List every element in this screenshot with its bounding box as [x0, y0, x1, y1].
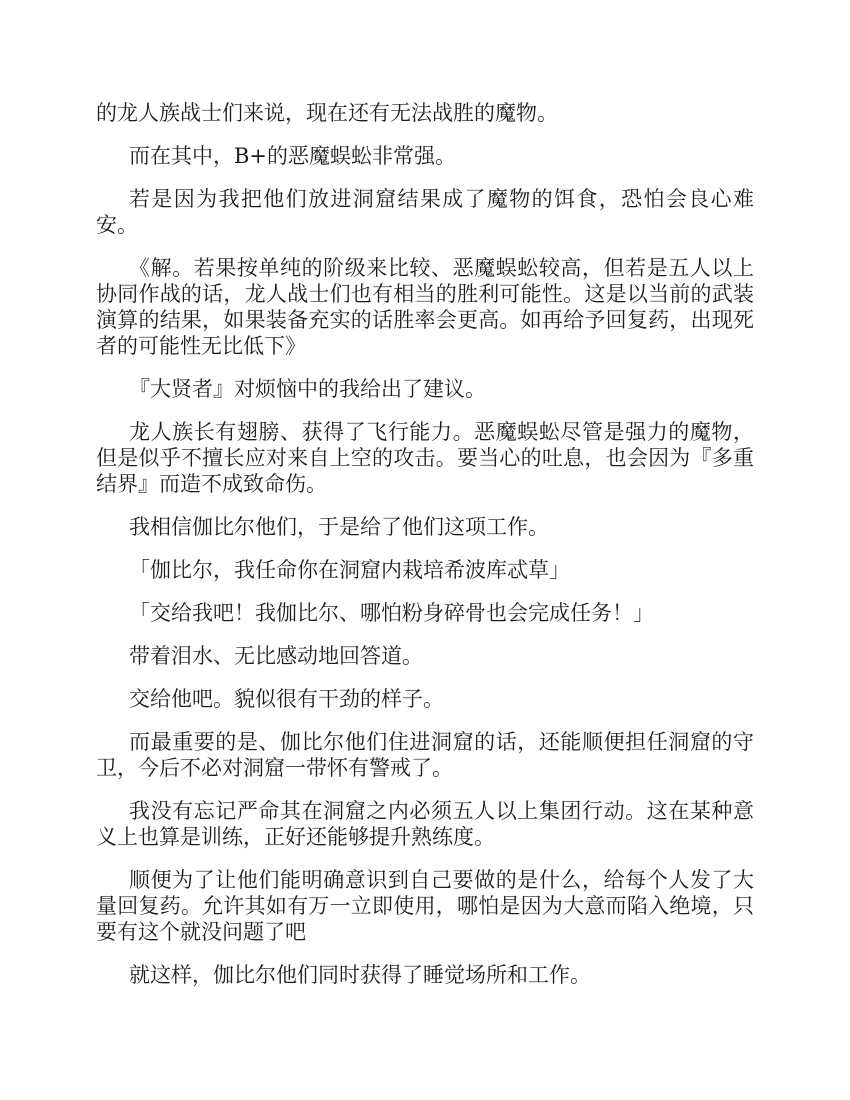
paragraph: 交给他吧。貌似很有干劲的样子。: [129, 687, 444, 711]
paragraph: 我没有忘记严命其在洞窟之内必须五人以上集团行动。这在某种意义上也算是训练，正好还能够提升熟练度。: [96, 799, 754, 849]
paragraph: 「伽比尔，我任命你在洞窟内栽培希波库忒草」: [129, 558, 570, 582]
paragraph: 若是因为我把他们放进洞窟结果成了魔物的饵食，恐怕会良心难安。: [96, 187, 754, 237]
paragraph: 顺便为了让他们能明确意识到自己要做的是什么，给每个人发了大量回复药。允许其如有万一立即使用，哪怕是因为大意而陷入绝境，只要有这个就没问题了吧: [96, 868, 754, 944]
text-content: [96, 100, 754, 1005]
paragraph: 龙人族长有翅膀、获得了飞行能力。恶魔蜈蚣尽管是强力的魔物，但是似乎不擅长应对来自上空的攻击。要当心的吐息，也会因为『多重结界』而造不成致命伤。: [96, 420, 754, 496]
paragraph: 带着泪水、无比感动地回答道。: [129, 644, 423, 668]
paragraph: 而最重要的是、伽比尔他们住进洞窟的话，还能顺便担任洞窟的守卫，今后不必对洞窟一带怀有警戒了。: [96, 730, 754, 780]
paragraph: 的龙人族战士们来说，现在还有无法战胜的魔物。: [96, 101, 558, 125]
paragraph: 我相信伽比尔他们，于是给了他们这项工作。: [129, 515, 549, 539]
paragraph: 就这样，伽比尔他们同时获得了睡觉场所和工作。: [129, 963, 591, 987]
paragraph: 而在其中，B+的恶魔蜈蚣非常强。: [129, 144, 457, 168]
paragraph: 《解。若果按单纯的阶级来比较、恶魔蜈蚣较高，但若是五人以上协同作战的话，龙人战士们也有相当的胜利可能性。这是以当前的武装演算的结果，如果装备充实的话胜率会更高。如再给予回复药，出现死者的可能性无比低下》: [96, 256, 754, 358]
paragraph: 「交给我吧！我伽比尔、哪怕粉身碎骨也会完成任务！」: [129, 601, 654, 625]
paragraph: 『大贤者』对烦恼中的我给出了建议。: [129, 377, 486, 401]
